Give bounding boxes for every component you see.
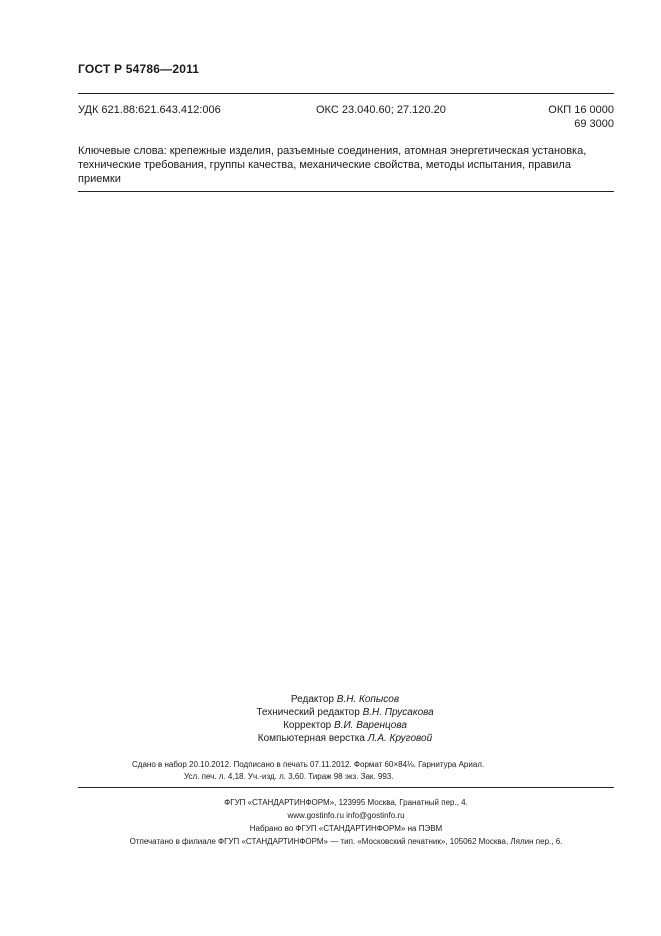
udk-code: УДК 621.88:621.643.412:006 <box>78 104 221 116</box>
keywords-label: Ключевые слова: <box>78 145 167 157</box>
header-rule <box>78 93 614 94</box>
okp-code-1: ОКП 16 0000 <box>548 104 614 116</box>
credit-proofreader <box>200 719 490 732</box>
publisher-address: ФГУП «СТАНДАРТИНФОРМ», 123995 Москва, Гранатный пер., 4. <box>224 798 468 807</box>
credit-role: Компьютерная верстка <box>257 733 365 744</box>
credits-block <box>200 693 490 745</box>
credit-name: В.Н. Копысов <box>336 694 400 705</box>
keywords-rule <box>78 191 614 192</box>
credit-role: Корректор <box>283 720 332 731</box>
standard-code: ГОСТ Р 54786—2011 <box>78 62 200 76</box>
okp-code-2: 69 3000 <box>574 118 614 130</box>
credit-name: Л.А. Круговой <box>367 733 433 744</box>
credit-name: В.И. Варенцова <box>334 720 407 731</box>
credit-role: Технический редактор <box>256 707 360 718</box>
publisher-web: www.gostinfo.ru info@gostinfo.ru <box>287 811 405 820</box>
credit-role: Редактор <box>290 694 334 705</box>
printing-note: Отпечатано в филиале ФГУП «СТАНДАРТИНФОРМ» — тип. «Московский печатник», 105062 Москва, Лялин пер., 6. <box>129 837 563 846</box>
imprint-line-2: Усл. печ. л. 4,18. Уч.-изд. л. 3,60. Тираж 98 экз. Зак. 993. <box>184 772 394 781</box>
credit-tech-editor <box>200 706 490 719</box>
keywords-block <box>78 144 614 186</box>
publisher-footer <box>78 796 614 848</box>
credit-layout <box>200 732 490 745</box>
imprint-line-1: Сдано в набор 20.10.2012. Подписано в печать 07.11.2012. Формат 60×84⅛. Гарнитура Ариал. <box>132 760 485 769</box>
oks-code: ОКС 23.040.60; 27.120.20 <box>316 104 446 116</box>
imprint-rule <box>78 787 614 788</box>
typesetting-note: Набрано во ФГУП «СТАНДАРТИНФОРМ» на ПЭВМ <box>249 824 443 833</box>
credit-name: В.Н. Прусакова <box>362 707 434 718</box>
credit-editor <box>200 693 490 706</box>
keywords-text: крепежные изделия, разъемные соединения, атомная энергетическая установка, технические требования, группы качества, механические свойства, методы испытания, правила приемки <box>78 145 587 185</box>
